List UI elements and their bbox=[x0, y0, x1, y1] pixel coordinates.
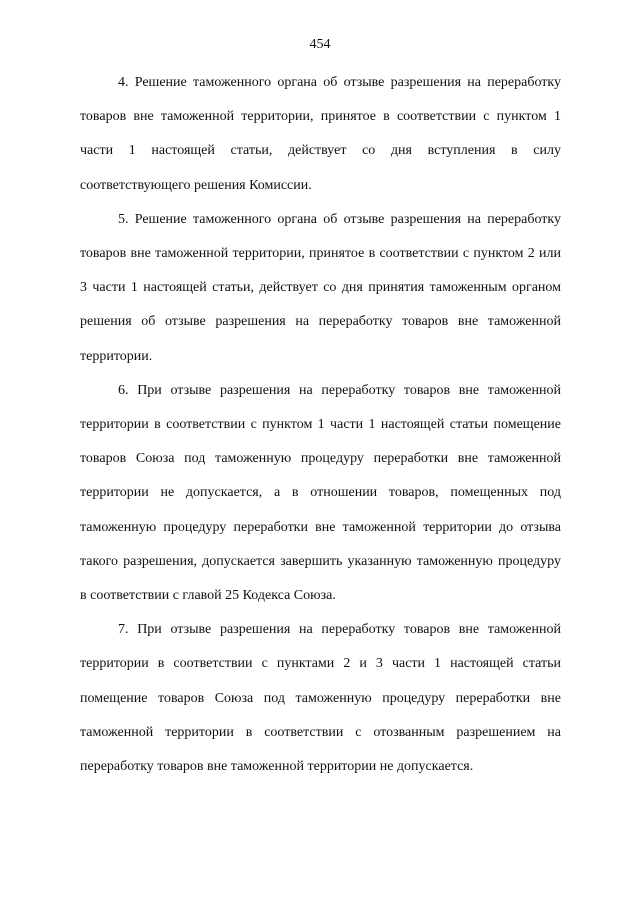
page-number: 454 bbox=[309, 37, 331, 52]
paragraph-4: 4. Решение таможенного органа об отзыве разрешения на переработку товаров вне таможенной территории, принятое в соответствии с пунктом 1 части 1 настоящей статьи, действует со дня вступления в силу соответствующего решения Комиссии. bbox=[80, 75, 561, 193]
paragraph-7: 7. При отзыве разрешения на переработку товаров вне таможенной территории в соответствии с пунктами 2 и 3 части 1 настоящей статьи помещение товаров Союза под таможенную процедуру переработки вне таможенной территории в соответствии с отозванным разрешением на переработку товаров вне таможенной территории не допускается. bbox=[80, 622, 561, 775]
paragraph-5: 5. Решение таможенного органа об отзыве разрешения на переработку товаров вне таможенной территории, принятое в соответствии с пунктом 2 или 3 части 1 настоящей статьи, действует со дня принятия таможенным органом решения об отзыве разрешения на переработку товаров вне таможенной территории. bbox=[80, 211, 561, 364]
paragraph-6: 6. При отзыве разрешения на переработку товаров вне таможенной территории в соответствии с пунктом 1 части 1 настоящей статьи помещение товаров Союза под таможенную процедуру переработки вне таможенной территории не допускается, а в отношении товаров, помещенных под таможенную процедуру переработки вне таможенной территории до отзыва такого разрешения, допускается завершить указанную таможенную процедуру в соответствии с главой 25 Кодекса Союза. bbox=[80, 382, 561, 604]
document-body bbox=[80, 66, 561, 784]
